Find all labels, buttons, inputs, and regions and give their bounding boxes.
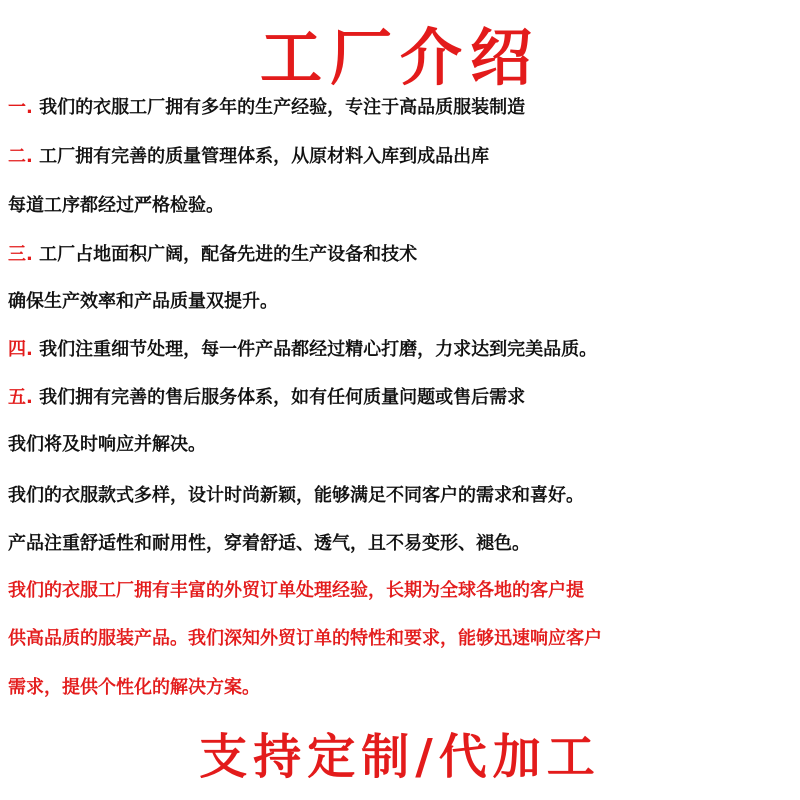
item-number-3: 三. [8,244,33,265]
intro-line-1 [8,96,792,120]
item-number-2: 二. [8,146,33,167]
intro-text-3: 工厂占地面积广阔，配备先进的生产设备和技术 [32,244,418,265]
intro-line-styles [8,484,792,508]
intro-line-5 [8,386,792,410]
page-title: 工厂介绍 [259,21,540,94]
intro-line-2 [8,145,792,169]
intro-text-1: 我们的衣服工厂拥有多年的生产经验，专注于高品质服装制造 [32,97,526,118]
intro-line-3-cont [8,290,792,314]
intro-text-2: 工厂拥有完善的质量管理体系，从原材料入库到成品出库 [32,146,490,167]
intro-text-5: 我们拥有完善的售后服务体系，如有任何质量问题或售后需求 [32,387,526,408]
custom-oem-slogan: 支持定制/代加工 [199,729,601,785]
intro-text-styles: 我们的衣服款式多样，设计时尚新颖，能够满足不同客户的需求和喜好。 [8,485,584,506]
item-number-5: 五. [8,387,33,408]
intro-line-comfort [8,532,792,556]
intro-line-5-cont [8,433,792,457]
highlight-line-1: 我们的衣服工厂拥有丰富的外贸订单处理经验，长期为全球各地的客户提 [8,580,584,601]
highlight-line-3: 需求，提供个性化的解决方案。 [8,677,260,698]
intro-text-5b: 我们将及时响应并解决。 [8,434,206,455]
intro-line-2-cont [8,194,792,218]
intro-text-comfort: 产品注重舒适性和耐用性，穿着舒适、透气，且不易变形、褪色。 [8,533,530,554]
highlight-line-2: 供高品质的服装产品。我们深知外贸订单的特性和要求，能够迅速响应客户 [8,628,602,649]
intro-line-4 [8,338,792,362]
intro-text-4: 我们注重细节处理，每一件产品都经过精心打磨，力求达到完美品质。 [32,339,598,360]
intro-line-3 [8,243,792,267]
item-number-4: 四. [8,339,33,360]
item-number-1: 一. [8,97,33,118]
intro-text-2b: 每道工序都经过严格检验。 [8,195,224,216]
intro-text-3b: 确保生产效率和产品质量双提升。 [8,291,278,312]
